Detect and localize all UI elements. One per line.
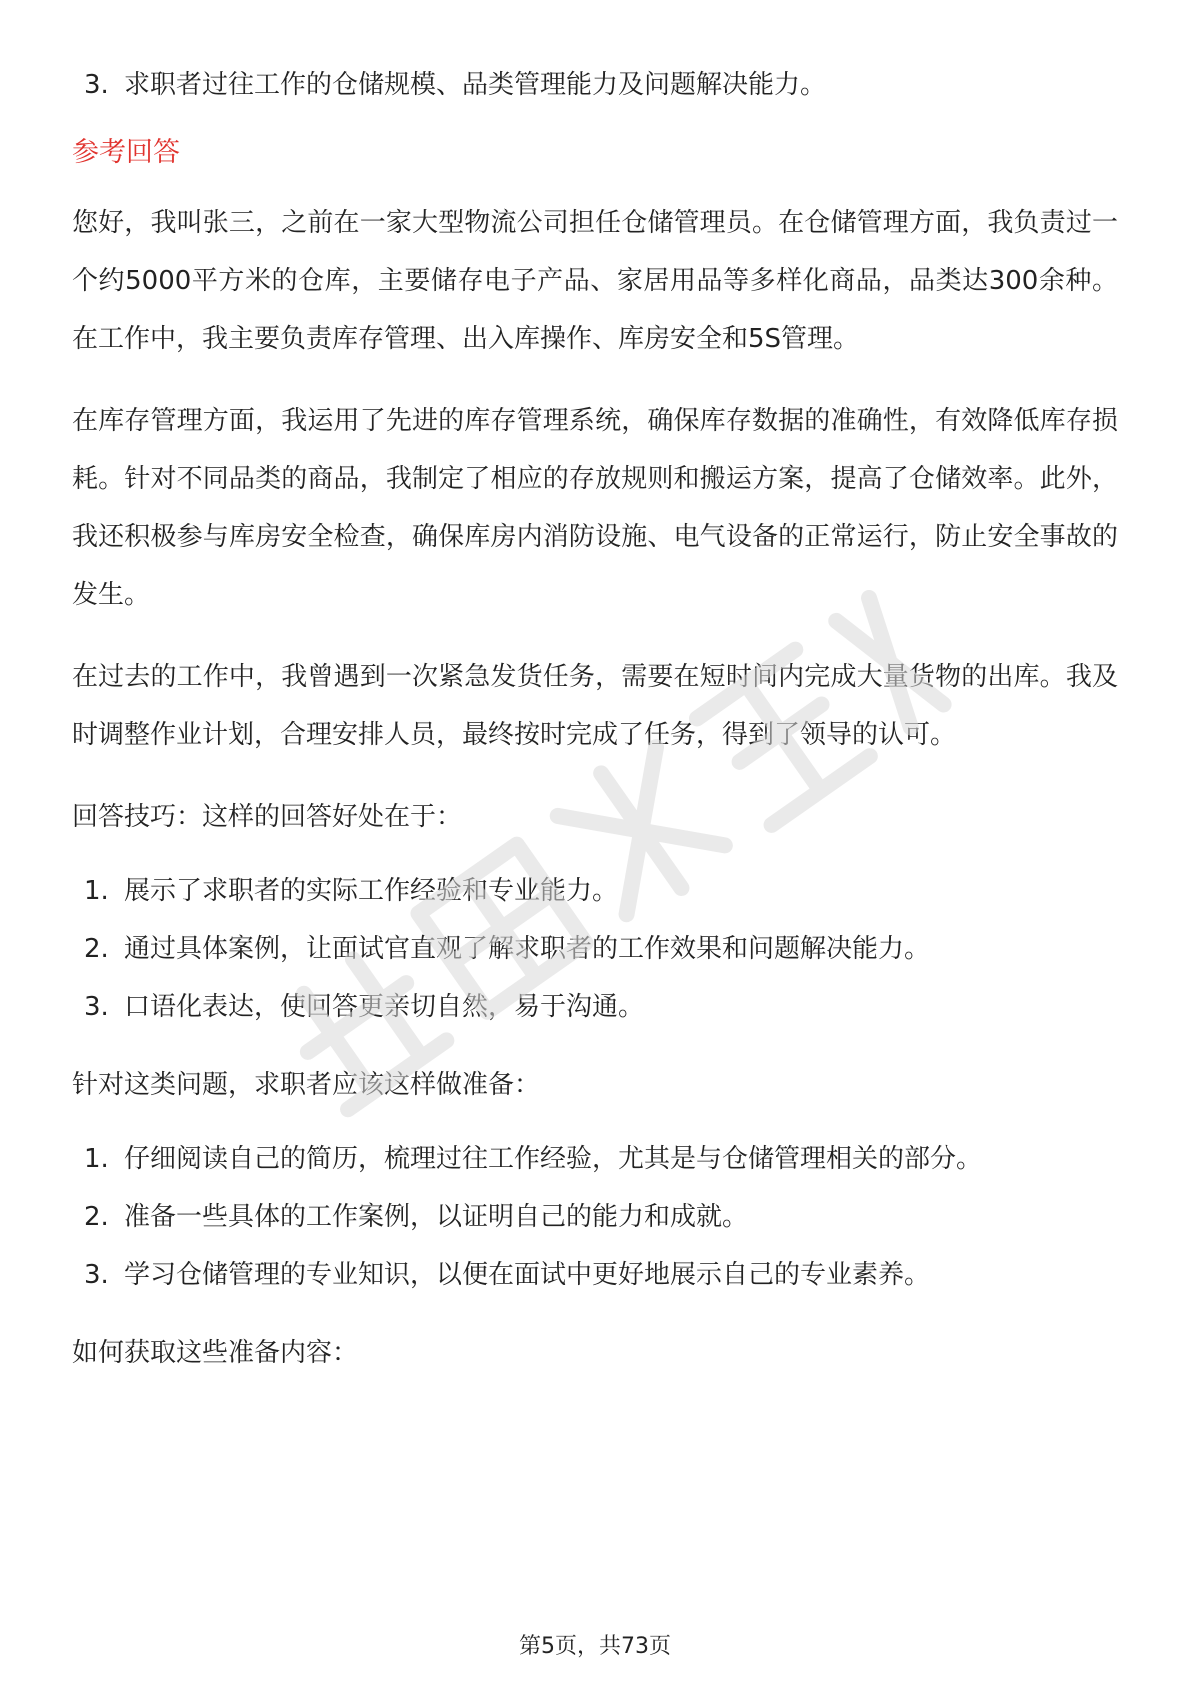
- list-text: 求职者过往工作的仓储规模、品类管理能力及问题解决能力。: [124, 70, 827, 100]
- list-number: 3.: [84, 70, 109, 100]
- answer-paragraph-3: 在过去的工作中，我曾遇到一次紧急发货任务，需要在短时间内完成大量货物的出库。我及时调整作业计划，合理安排人员，最终按时完成了任务，得到了领导的认可。: [72, 662, 1118, 750]
- page-footer: 第5页，共73页: [519, 1634, 671, 1659]
- list-number: 2.: [84, 1202, 109, 1232]
- list-item: [72, 56, 1118, 114]
- preparation-list: [72, 1130, 1118, 1304]
- reference-answer-heading: 参考回答: [72, 137, 180, 168]
- list-number: 3.: [84, 1260, 109, 1290]
- list-text: 准备一些具体的工作案例，以证明自己的能力和成就。: [124, 1202, 749, 1232]
- list-number: 1.: [84, 876, 109, 906]
- list-number: 1.: [84, 1144, 109, 1174]
- list-item: [72, 1246, 1118, 1304]
- list-text: 展示了求职者的实际工作经验和专业能力。: [124, 876, 619, 906]
- preparation-label: 针对这类问题，求职者应该这样做准备：: [72, 1070, 541, 1100]
- list-text: 学习仓储管理的专业知识，以便在面试中更好地展示自己的专业素养。: [124, 1260, 931, 1290]
- answer-paragraph-1: 您好，我叫张三，之前在一家大型物流公司担任仓储管理员。在仓储管理方面，我负责过一个约5000平方米的仓库，主要储存电子产品、家居用品等多样化商品，品类达300余种。在工作中，我主要负责库存管理、出入库操作、库房安全和5S管理。: [72, 208, 1118, 354]
- assessment-points-list: [72, 56, 1118, 114]
- list-item: [72, 978, 1118, 1036]
- list-item: [72, 1188, 1118, 1246]
- list-text: 通过具体案例，让面试官直观了解求职者的工作效果和问题解决能力。: [124, 934, 931, 964]
- obtain-content-label: 如何获取这些准备内容：: [72, 1338, 359, 1368]
- list-item: [72, 1130, 1118, 1188]
- list-item: [72, 862, 1118, 920]
- list-text: 仔细阅读自己的简历，梳理过往工作经验，尤其是与仓储管理相关的部分。: [124, 1144, 983, 1174]
- list-item: [72, 920, 1118, 978]
- tips-label: 回答技巧：这样的回答好处在于：: [72, 802, 463, 832]
- list-number: 3.: [84, 992, 109, 1022]
- list-number: 2.: [84, 934, 109, 964]
- answer-paragraph-2: 在库存管理方面，我运用了先进的库存管理系统，确保库存数据的准确性，有效降低库存损耗。针对不同品类的商品，我制定了相应的存放规则和搬运方案，提高了仓储效率。此外，我还积极参与库房安全检查，确保库房内消防设施、电气设备的正常运行，防止安全事故的发生。: [72, 406, 1118, 610]
- list-text: 口语化表达，使回答更亲切自然，易于沟通。: [124, 992, 645, 1022]
- document-page: [72, 56, 1118, 1398]
- tips-list: [72, 862, 1118, 1036]
